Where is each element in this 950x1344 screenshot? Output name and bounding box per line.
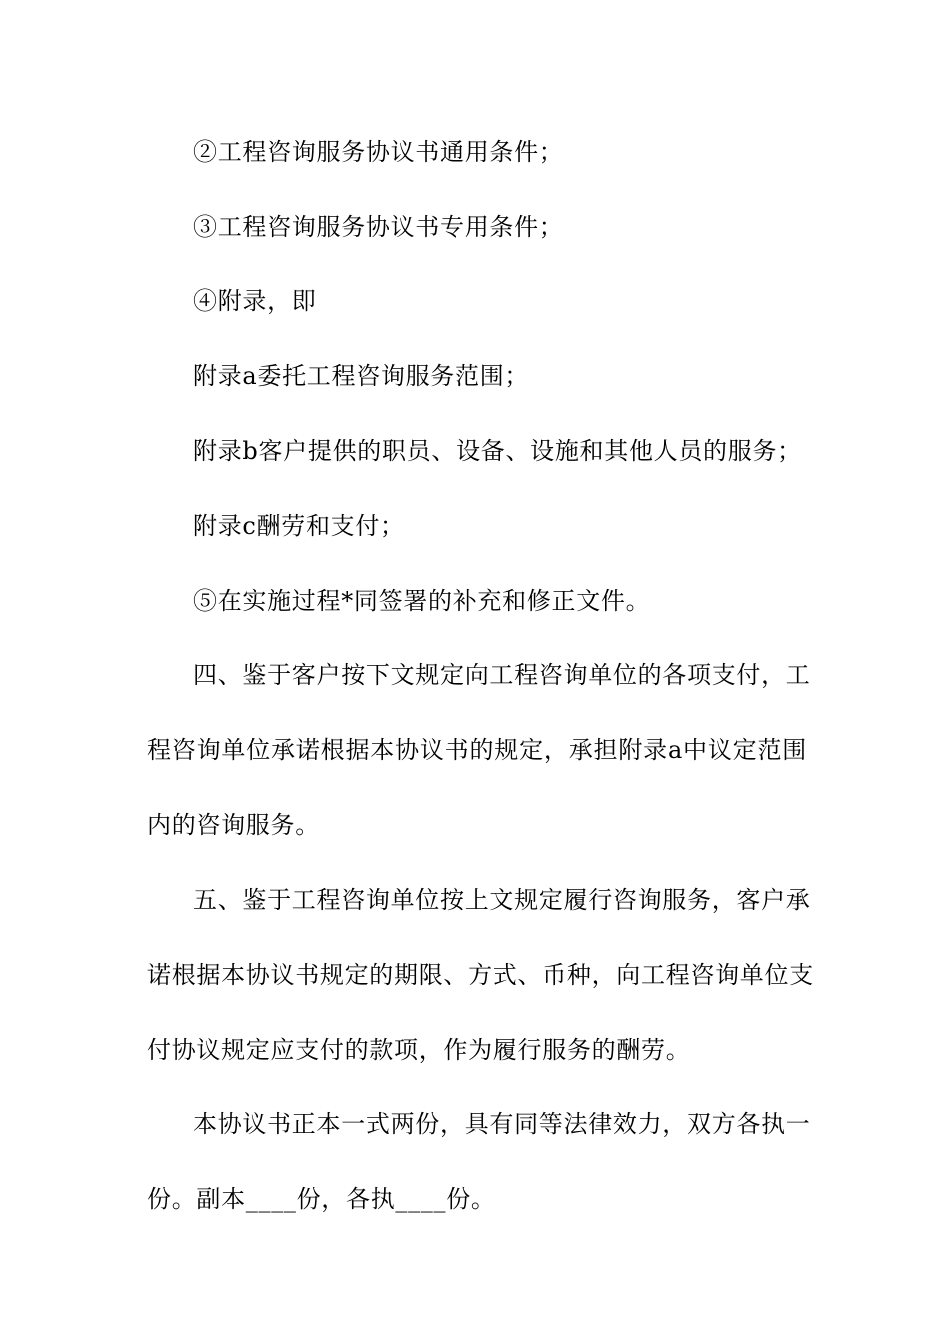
list-item-special-conditions: ③工程咨询服务协议书专用条件； — [193, 213, 564, 241]
list-item-general-conditions: ②工程咨询服务协议书通用条件； — [193, 138, 564, 166]
list-item-appendix-intro: ④附录，即 — [193, 287, 317, 315]
paragraph-five-line-3: 付协议规定应支付的款项，作为履行服务的酬劳。 — [147, 1036, 691, 1064]
paragraph-five-line-1: 五、鉴于工程咨询单位按上文规定履行咨询服务，客户承 — [193, 886, 811, 914]
paragraph-four-line-1: 四、鉴于客户按下文规定向工程咨询单位的各项支付，工 — [193, 661, 811, 689]
appendix-c-line: 附录c酬劳和支付； — [193, 512, 405, 540]
appendix-b-line: 附录b客户提供的职员、设备、设施和其他人员的服务； — [193, 437, 802, 465]
paragraph-five-line-2: 诺根据本协议书规定的期限、方式、币种，向工程咨询单位支 — [147, 961, 814, 989]
paragraph-four-line-3: 内的咨询服务。 — [147, 811, 320, 839]
list-item-supplements: ⑤在实施过程*同签署的补充和修正文件。 — [193, 587, 651, 615]
paragraph-four-line-2: 程咨询单位承诺根据本协议书的规定，承担附录a中议定范围 — [147, 736, 807, 764]
appendix-a-line: 附录a委托工程咨询服务范围； — [193, 362, 530, 390]
copies-paragraph-line-1: 本协议书正本一式两份，具有同等法律效力，双方各执一 — [193, 1110, 811, 1138]
copies-paragraph-line-2: 份。副本____份，各执____份。 — [147, 1185, 496, 1213]
